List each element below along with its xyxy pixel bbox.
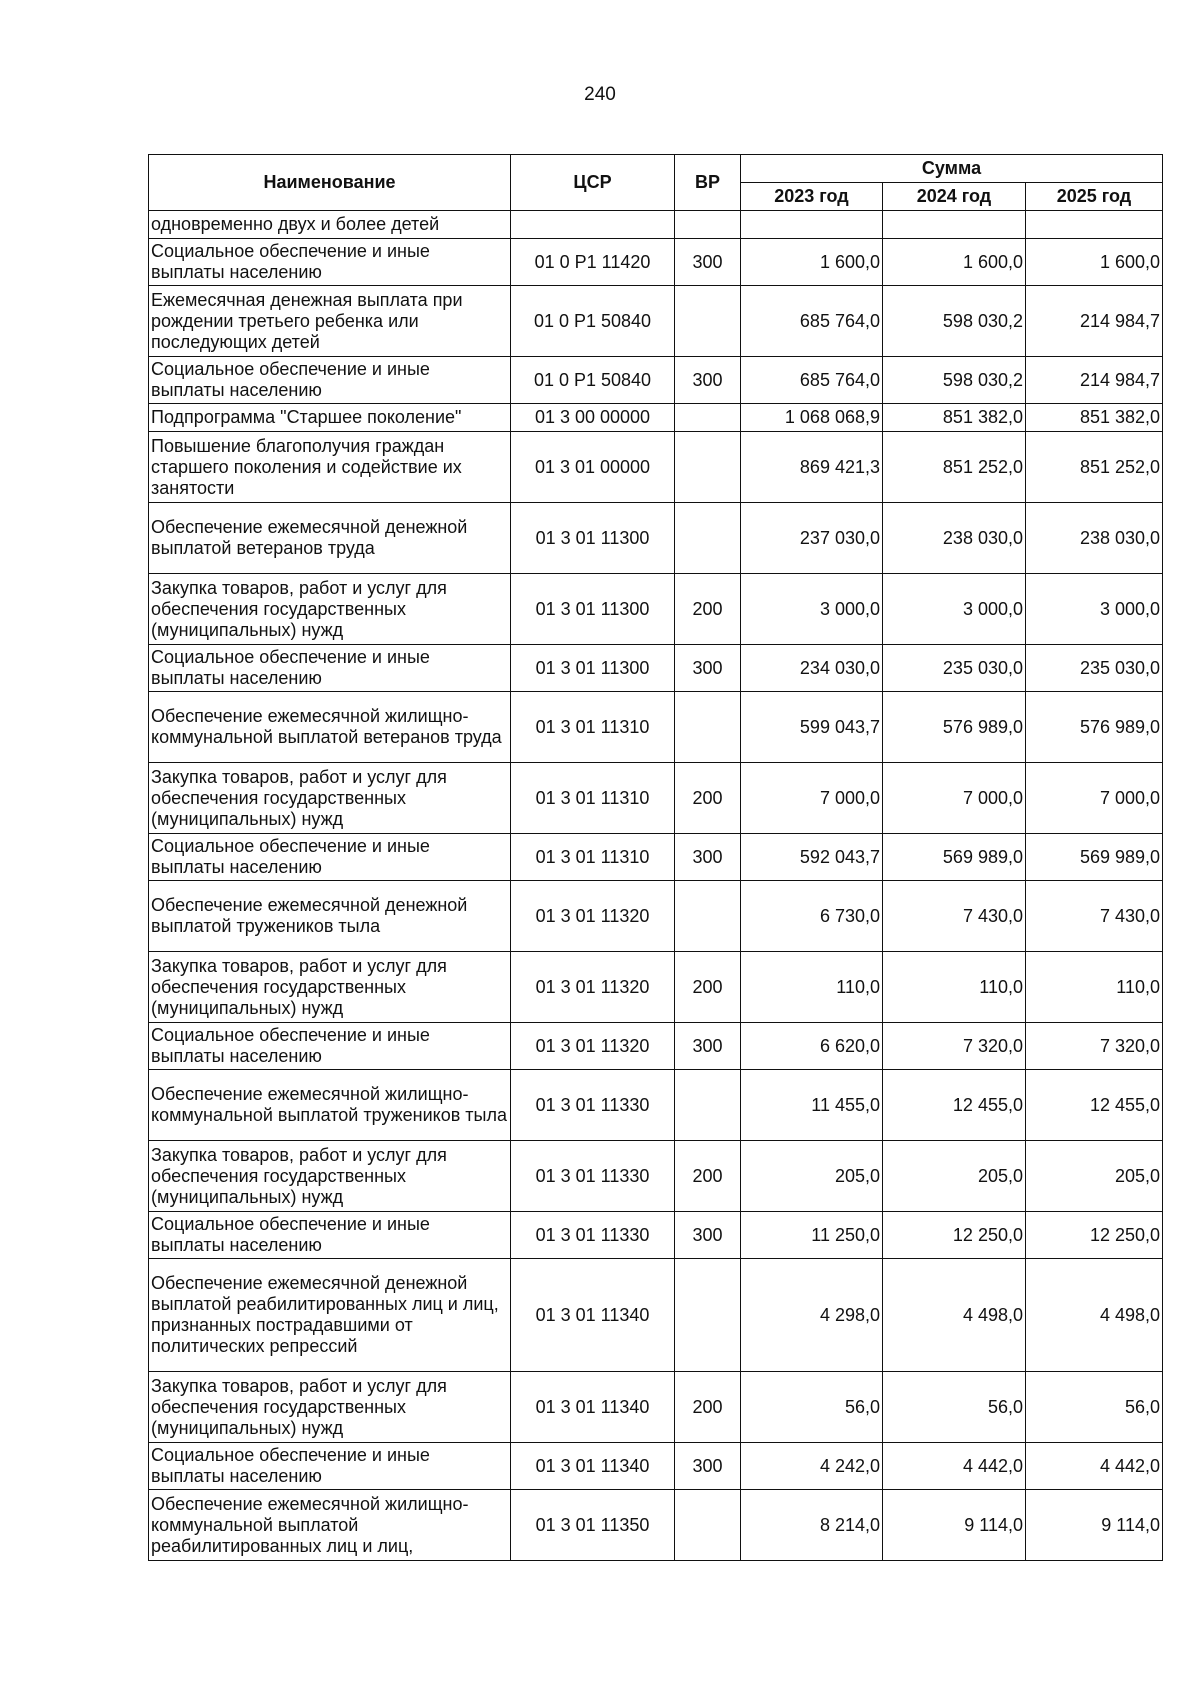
table-row: [149, 503, 1163, 574]
row-csr: 01 3 01 11340: [511, 1443, 675, 1490]
row-2025: [1026, 211, 1163, 239]
row-csr: 01 3 00 00000: [511, 404, 675, 432]
table-row: [149, 286, 1163, 357]
row-name: одновременно двух и более детей: [149, 211, 511, 239]
row-vr: [675, 286, 741, 357]
row-2025: 238 030,0: [1026, 503, 1163, 574]
table-row: [149, 432, 1163, 503]
page-number: 240: [584, 84, 616, 105]
header-name: Наименование: [149, 155, 511, 211]
row-2025: 569 989,0: [1026, 834, 1163, 881]
row-2025: 1 600,0: [1026, 239, 1163, 286]
row-csr: 01 3 01 11330: [511, 1070, 675, 1141]
row-csr: 01 3 01 11340: [511, 1372, 675, 1443]
row-2024: 12 250,0: [883, 1212, 1026, 1259]
row-2024: 56,0: [883, 1372, 1026, 1443]
table-header: [149, 155, 1163, 211]
row-2025: 7 320,0: [1026, 1023, 1163, 1070]
row-csr: 01 3 01 11340: [511, 1259, 675, 1372]
row-2024: 7 000,0: [883, 763, 1026, 834]
row-name: Ежемесячная денежная выплата при рождении третьего ребенка или последующих детей: [149, 286, 511, 357]
row-csr: 01 3 01 11300: [511, 574, 675, 645]
row-vr: 200: [675, 763, 741, 834]
row-2025: 214 984,7: [1026, 357, 1163, 404]
row-2025: 4 498,0: [1026, 1259, 1163, 1372]
row-vr: [675, 432, 741, 503]
table-row: [149, 763, 1163, 834]
row-2023: 3 000,0: [741, 574, 883, 645]
row-2024: 7 430,0: [883, 881, 1026, 952]
row-name: Закупка товаров, работ и услуг для обеспечения государственных (муниципальных) нужд: [149, 574, 511, 645]
row-2023: 234 030,0: [741, 645, 883, 692]
table-row: [149, 881, 1163, 952]
table-row: [149, 211, 1163, 239]
row-name: Социальное обеспечение и иные выплаты населению: [149, 1023, 511, 1070]
row-vr: 300: [675, 834, 741, 881]
row-name: Обеспечение ежемесячной жилищно-коммунальной выплатой тружеников тыла: [149, 1070, 511, 1141]
row-vr: 300: [675, 1443, 741, 1490]
row-2023: 1 600,0: [741, 239, 883, 286]
table-row: [149, 1141, 1163, 1212]
row-2025: 3 000,0: [1026, 574, 1163, 645]
row-2025: 7 000,0: [1026, 763, 1163, 834]
row-2024: 235 030,0: [883, 645, 1026, 692]
row-2024: 4 442,0: [883, 1443, 1026, 1490]
row-name: Закупка товаров, работ и услуг для обеспечения государственных (муниципальных) нужд: [149, 952, 511, 1023]
header-csr: ЦСР: [511, 155, 675, 211]
row-2025: 56,0: [1026, 1372, 1163, 1443]
row-csr: 01 3 01 11310: [511, 763, 675, 834]
row-2025: 851 252,0: [1026, 432, 1163, 503]
row-2024: 598 030,2: [883, 286, 1026, 357]
row-2024: 238 030,0: [883, 503, 1026, 574]
row-vr: [675, 692, 741, 763]
row-name: Закупка товаров, работ и услуг для обеспечения государственных (муниципальных) нужд: [149, 1141, 511, 1212]
row-csr: 01 3 01 11330: [511, 1141, 675, 1212]
row-2023: 56,0: [741, 1372, 883, 1443]
row-csr: 01 3 01 11300: [511, 645, 675, 692]
row-2024: 12 455,0: [883, 1070, 1026, 1141]
row-csr: 01 3 01 11330: [511, 1212, 675, 1259]
row-csr: 01 0 Р1 50840: [511, 357, 675, 404]
row-2023: 11 455,0: [741, 1070, 883, 1141]
table-row: [149, 1259, 1163, 1372]
row-2025: 12 250,0: [1026, 1212, 1163, 1259]
row-vr: [675, 881, 741, 952]
row-2024: 851 382,0: [883, 404, 1026, 432]
row-vr: 300: [675, 357, 741, 404]
row-2025: 214 984,7: [1026, 286, 1163, 357]
row-2023: 685 764,0: [741, 286, 883, 357]
row-2024: [883, 211, 1026, 239]
table-row: [149, 834, 1163, 881]
table-row: [149, 574, 1163, 645]
row-name: Повышение благополучия граждан старшего поколения и содействие их занятости: [149, 432, 511, 503]
row-2024: 576 989,0: [883, 692, 1026, 763]
table-row: [149, 1372, 1163, 1443]
row-csr: 01 3 01 11310: [511, 692, 675, 763]
table-row: [149, 692, 1163, 763]
row-2023: [741, 211, 883, 239]
row-name: Обеспечение ежемесячной жилищно-коммунальной выплатой ветеранов труда: [149, 692, 511, 763]
row-2024: 569 989,0: [883, 834, 1026, 881]
row-name: Социальное обеспечение и иные выплаты населению: [149, 1443, 511, 1490]
header-year-2025: 2025 год: [1026, 183, 1163, 211]
row-csr: 01 3 01 11310: [511, 834, 675, 881]
row-csr: 01 3 01 00000: [511, 432, 675, 503]
row-csr: 01 3 01 11320: [511, 881, 675, 952]
row-2023: 6 730,0: [741, 881, 883, 952]
row-2025: 4 442,0: [1026, 1443, 1163, 1490]
row-name: Социальное обеспечение и иные выплаты населению: [149, 645, 511, 692]
row-2025: 12 455,0: [1026, 1070, 1163, 1141]
table-row: [149, 1490, 1163, 1561]
row-2025: 576 989,0: [1026, 692, 1163, 763]
row-csr: 01 3 01 11350: [511, 1490, 675, 1561]
row-vr: 300: [675, 239, 741, 286]
table-row: [149, 357, 1163, 404]
row-2023: 4 242,0: [741, 1443, 883, 1490]
row-2023: 237 030,0: [741, 503, 883, 574]
row-name: Подпрограмма "Старшее поколение": [149, 404, 511, 432]
table-row: [149, 645, 1163, 692]
row-csr: 01 3 01 11320: [511, 1023, 675, 1070]
row-2025: 7 430,0: [1026, 881, 1163, 952]
row-vr: 200: [675, 1141, 741, 1212]
row-2024: 205,0: [883, 1141, 1026, 1212]
row-vr: [675, 211, 741, 239]
row-name: Социальное обеспечение и иные выплаты населению: [149, 1212, 511, 1259]
row-vr: 200: [675, 1372, 741, 1443]
header-sum: Сумма: [741, 155, 1163, 183]
row-name: Закупка товаров, работ и услуг для обеспечения государственных (муниципальных) нужд: [149, 1372, 511, 1443]
row-csr: [511, 211, 675, 239]
row-vr: 300: [675, 1023, 741, 1070]
row-csr: 01 3 01 11320: [511, 952, 675, 1023]
row-name: Социальное обеспечение и иные выплаты населению: [149, 834, 511, 881]
row-2023: 8 214,0: [741, 1490, 883, 1561]
row-2023: 869 421,3: [741, 432, 883, 503]
header-year-2023: 2023 год: [741, 183, 883, 211]
row-2025: 235 030,0: [1026, 645, 1163, 692]
row-2023: 592 043,7: [741, 834, 883, 881]
row-2023: 205,0: [741, 1141, 883, 1212]
row-vr: [675, 1259, 741, 1372]
row-2023: 7 000,0: [741, 763, 883, 834]
table-body: [149, 211, 1163, 1561]
row-2023: 685 764,0: [741, 357, 883, 404]
row-name: Обеспечение ежемесячной денежной выплатой ветеранов труда: [149, 503, 511, 574]
row-csr: 01 0 Р1 50840: [511, 286, 675, 357]
row-2023: 11 250,0: [741, 1212, 883, 1259]
table-row: [149, 1023, 1163, 1070]
row-vr: [675, 503, 741, 574]
row-csr: 01 3 01 11300: [511, 503, 675, 574]
row-2023: 110,0: [741, 952, 883, 1023]
row-vr: 300: [675, 1212, 741, 1259]
row-vr: 200: [675, 574, 741, 645]
row-2024: 4 498,0: [883, 1259, 1026, 1372]
header-vr: ВР: [675, 155, 741, 211]
row-csr: 01 0 Р1 11420: [511, 239, 675, 286]
row-2024: 851 252,0: [883, 432, 1026, 503]
table-row: [149, 952, 1163, 1023]
table-row: [149, 1443, 1163, 1490]
row-name: Закупка товаров, работ и услуг для обеспечения государственных (муниципальных) нужд: [149, 763, 511, 834]
row-vr: 200: [675, 952, 741, 1023]
budget-table: [148, 154, 1163, 1561]
row-2023: 4 298,0: [741, 1259, 883, 1372]
row-2025: 205,0: [1026, 1141, 1163, 1212]
row-name: Социальное обеспечение и иные выплаты населению: [149, 357, 511, 404]
row-vr: [675, 404, 741, 432]
table-row: [149, 1212, 1163, 1259]
row-name: Социальное обеспечение и иные выплаты населению: [149, 239, 511, 286]
row-vr: [675, 1490, 741, 1561]
row-name: Обеспечение ежемесячной денежной выплатой тружеников тыла: [149, 881, 511, 952]
table-row: [149, 1070, 1163, 1141]
row-vr: 300: [675, 645, 741, 692]
row-2024: 7 320,0: [883, 1023, 1026, 1070]
row-2024: 1 600,0: [883, 239, 1026, 286]
row-2023: 1 068 068,9: [741, 404, 883, 432]
row-2024: 9 114,0: [883, 1490, 1026, 1561]
row-2023: 599 043,7: [741, 692, 883, 763]
row-2025: 851 382,0: [1026, 404, 1163, 432]
row-2025: 110,0: [1026, 952, 1163, 1023]
row-name: Обеспечение ежемесячной жилищно-коммунальной выплатой реабилитированных лиц и лиц,: [149, 1490, 511, 1561]
table-row: [149, 239, 1163, 286]
row-2025: 9 114,0: [1026, 1490, 1163, 1561]
row-2024: 3 000,0: [883, 574, 1026, 645]
row-2024: 598 030,2: [883, 357, 1026, 404]
table-row: [149, 404, 1163, 432]
row-2023: 6 620,0: [741, 1023, 883, 1070]
row-vr: [675, 1070, 741, 1141]
header-year-2024: 2024 год: [883, 183, 1026, 211]
row-2024: 110,0: [883, 952, 1026, 1023]
row-name: Обеспечение ежемесячной денежной выплатой реабилитированных лиц и лиц, признанных пострадавшими от политических репрессий: [149, 1259, 511, 1372]
